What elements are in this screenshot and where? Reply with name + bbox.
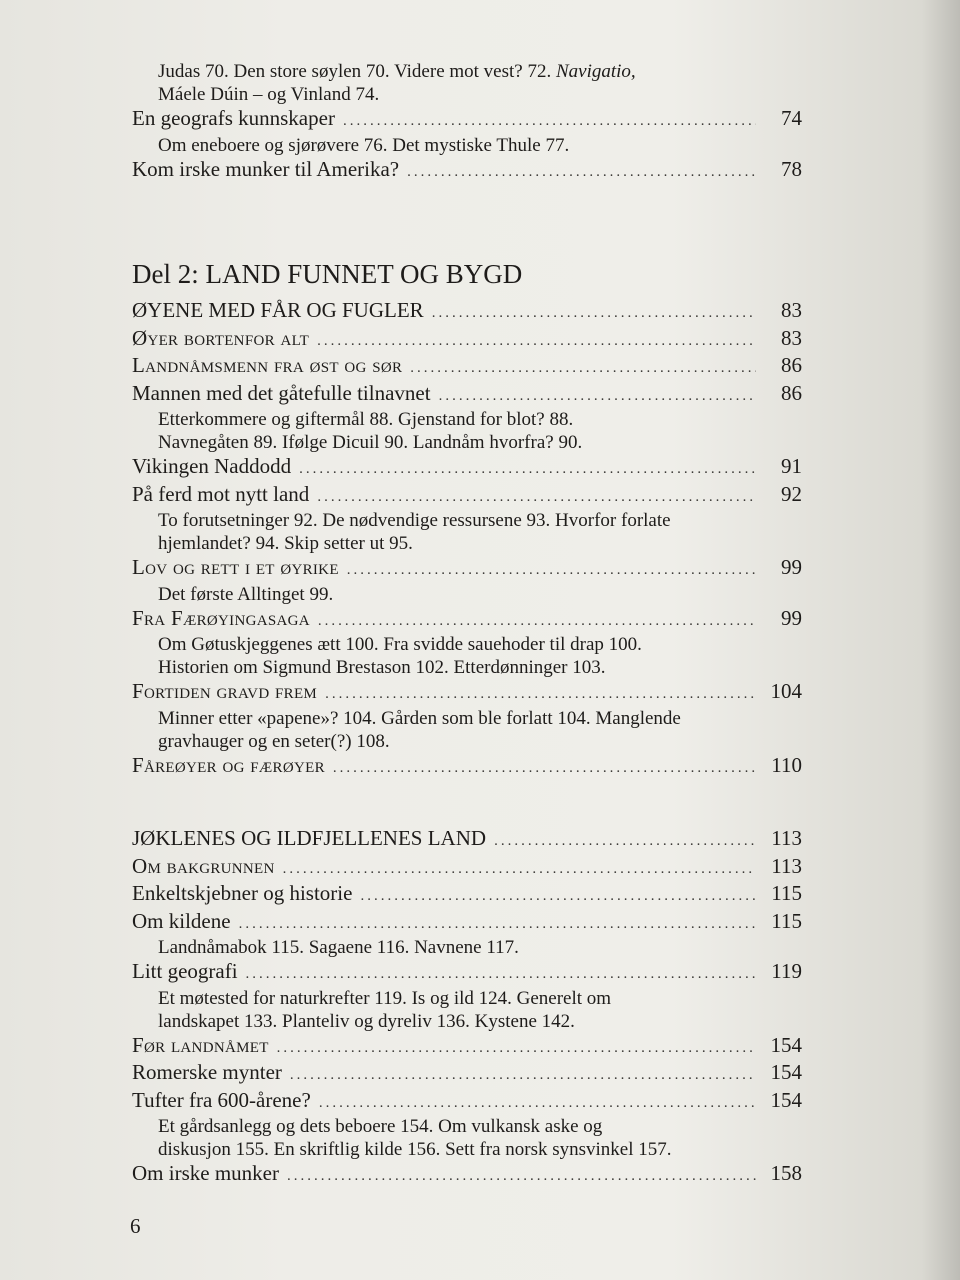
- toc-entry-title: Vikingen Naddodd: [132, 454, 292, 478]
- toc-entry-title: Fra Færøyingasaga: [132, 605, 310, 630]
- toc-section-islands: [132, 298, 802, 780]
- toc-entry-title: En geografs kunnskaper: [132, 106, 335, 130]
- toc-subtopics: Landnåmabok 115. Sagaene 116. Navnene 117.: [158, 937, 519, 958]
- toc-entry[interactable]: [132, 753, 802, 781]
- toc-entry-title: Tufter fra 600-årene?: [132, 1087, 311, 1112]
- dot-leader: [325, 682, 756, 707]
- toc-entry-title: Øyer bortenfor alt: [132, 325, 310, 350]
- toc-entry-title: Fortiden gravd frem: [132, 679, 318, 703]
- toc-subtopics: Om eneboere og sjørøvere 76. Det mystiske Thule 77.: [158, 134, 570, 156]
- toc-entry-title: Mannen med det gåtefulle tilnavnet: [132, 380, 431, 405]
- toc-entry-title: Enkeltskjebner og historie: [132, 881, 353, 905]
- toc-entry-title: Landnåmsmenn fra øst og sør: [132, 353, 403, 377]
- toc-entry-page: 113: [771, 826, 802, 850]
- dot-leader: [290, 1063, 756, 1088]
- dot-leader: [239, 912, 756, 937]
- toc-entry-title: Om irske munker: [132, 1161, 279, 1185]
- dot-leader: [343, 109, 756, 134]
- toc-entry[interactable]: [132, 298, 802, 326]
- toc-entry[interactable]: [132, 482, 802, 510]
- dot-leader: [360, 884, 756, 909]
- toc-entry[interactable]: [132, 1161, 802, 1189]
- toc-group-part1-end: [132, 106, 802, 184]
- toc-section-iceland: [132, 826, 802, 1189]
- toc-entry[interactable]: [132, 854, 802, 882]
- dot-leader: [333, 756, 756, 781]
- table-of-contents: [132, 60, 802, 1189]
- toc-entry[interactable]: [132, 326, 802, 354]
- toc-entry-page: 104: [770, 679, 802, 703]
- toc-entry-title: Fåreøyer og færøyer: [132, 752, 325, 777]
- dot-leader: [439, 384, 756, 409]
- toc-subtopics: Historien om Sigmund Brestason 102. Etterdønninger 103.: [158, 657, 606, 678]
- toc-entry[interactable]: [132, 959, 802, 987]
- dot-leader: [347, 558, 756, 583]
- toc-entry-title: ØYENE MED FÅR OG FUGLER: [132, 298, 424, 322]
- toc-subtopics: gravhauger og en seter(?) 108.: [158, 730, 390, 752]
- toc-entry-title: Kom irske munker til Amerika?: [132, 156, 400, 181]
- toc-entry-page: 83: [781, 298, 802, 322]
- toc-entry[interactable]: [132, 353, 802, 381]
- toc-subtopics: hjemlandet? 94. Skip setter ut 95.: [158, 533, 413, 554]
- toc-subtopics: Navnegåten 89. Ifølge Dicuil 90. Landnåm hvorfra? 90.: [158, 432, 583, 453]
- toc-entry-title: Om kildene: [132, 908, 231, 933]
- dot-leader: [317, 485, 756, 510]
- toc-entry-page: 78: [781, 156, 802, 181]
- toc-entry-page: 99: [781, 555, 802, 579]
- toc-subtopics: Minner etter «papene»? 104. Gården som ble forlatt 104. Manglende: [158, 707, 681, 729]
- dot-leader: [246, 962, 756, 987]
- part-heading: Del 2: LAND FUNNET OG BYGD: [132, 259, 523, 289]
- toc-subtopics: Judas 70. Den store søylen 70. Videre mot vest? 72.: [158, 61, 556, 82]
- page-number: 6: [130, 1214, 141, 1238]
- toc-subtopics: Om Gøtuskjeggenes ætt 100. Fra svidde sauehoder til drap 100.: [158, 634, 642, 655]
- dot-leader: [287, 1164, 756, 1189]
- toc-subtopics-italic: Navigatio,: [555, 61, 636, 82]
- dot-leader: [283, 857, 756, 882]
- toc-subtopics: diskusjon 155. En skriftlig kilde 156. Sett fra norsk synsvinkel 157.: [158, 1139, 672, 1160]
- dot-leader: [277, 1036, 756, 1061]
- toc-entry-page: 154: [770, 1087, 802, 1112]
- toc-subtopics: To forutsetninger 92. De nødvendige ressursene 93. Hvorfor forlate: [158, 510, 671, 531]
- toc-subtopics: Máele Dúin – og Vinland 74.: [158, 84, 380, 105]
- toc-entry[interactable]: [132, 555, 802, 583]
- dot-leader: [317, 329, 756, 354]
- toc-entry-page: 119: [771, 959, 802, 983]
- toc-entry-page: 115: [771, 908, 802, 933]
- toc-entry-page: 110: [771, 752, 802, 777]
- toc-continuation: [132, 60, 758, 83]
- toc-entry[interactable]: [132, 1033, 802, 1061]
- toc-entry[interactable]: [132, 909, 802, 937]
- toc-entry-page: 91: [781, 454, 802, 478]
- toc-entry[interactable]: [132, 679, 802, 707]
- toc-entry-page: 83: [781, 325, 802, 350]
- toc-subtopics: Et møtested for naturkrefter 119. Is og ild 124. Generelt om: [158, 987, 612, 1009]
- toc-entry[interactable]: [132, 826, 802, 854]
- dot-leader: [299, 457, 756, 482]
- toc-entry-page: 92: [781, 481, 802, 506]
- dot-leader: [410, 356, 756, 381]
- toc-entry-title: Romerske mynter: [132, 1060, 282, 1084]
- dot-leader: [319, 1091, 756, 1116]
- toc-entry-title: På ferd mot nytt land: [132, 481, 310, 506]
- toc-subtopics: landskapet 133. Planteliv og dyreliv 136. Kystene 142.: [158, 1010, 575, 1032]
- toc-entry-page: 158: [770, 1161, 802, 1185]
- dot-leader: [407, 160, 756, 185]
- dot-leader: [318, 609, 756, 634]
- toc-entry[interactable]: [132, 381, 802, 409]
- toc-subtopics: Etterkommere og giftermål 88. Gjenstand for blot? 88.: [158, 409, 574, 430]
- dot-leader: [432, 301, 756, 326]
- toc-entry-page: 74: [781, 106, 802, 130]
- toc-entry-page: 154: [770, 1060, 802, 1084]
- toc-entry[interactable]: [132, 606, 802, 634]
- toc-entry[interactable]: [132, 157, 802, 185]
- toc-entry-page: 86: [781, 380, 802, 405]
- dot-leader: [494, 829, 756, 854]
- toc-entry[interactable]: [132, 454, 802, 482]
- toc-entry-title: Før landnåmet: [132, 1032, 269, 1057]
- toc-entry-page: 154: [770, 1032, 802, 1057]
- toc-subtopics: Et gårdsanlegg og dets beboere 154. Om vulkansk aske og: [158, 1116, 603, 1137]
- toc-entry[interactable]: [132, 881, 802, 909]
- toc-entry-title: JØKLENES OG ILDFJELLENES LAND: [132, 826, 487, 850]
- toc-entry[interactable]: [132, 1060, 802, 1088]
- toc-entry-title: Om bakgrunnen: [132, 853, 275, 878]
- toc-entry-page: 99: [781, 605, 802, 630]
- toc-entry-page: 86: [781, 353, 802, 377]
- toc-entry-page: 115: [771, 881, 802, 905]
- toc-subtopics: Det første Alltinget 99.: [158, 583, 334, 605]
- toc-entry-page: 113: [771, 853, 802, 878]
- toc-entry-title: Lov og rett i et øyrike: [132, 555, 339, 579]
- toc-entry[interactable]: [132, 1088, 802, 1116]
- toc-entry-title: Litt geografi: [132, 959, 238, 983]
- toc-entry[interactable]: [132, 106, 802, 134]
